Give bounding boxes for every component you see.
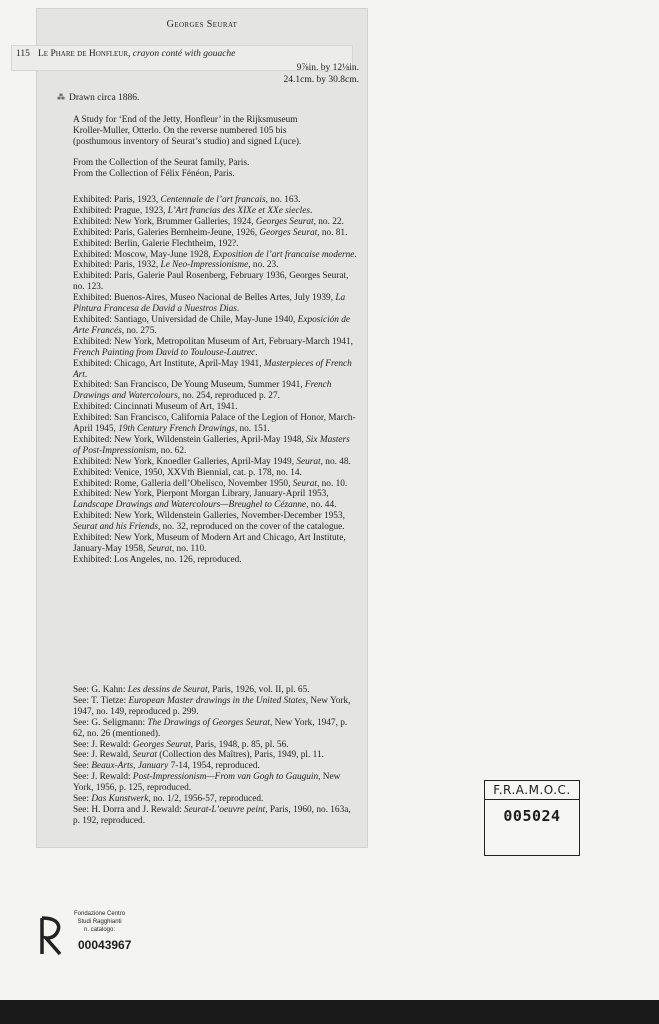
- exhibition-entry-part: , no. 62.: [156, 445, 187, 456]
- literature-entry-part: European Master drawings in the United States: [128, 695, 306, 706]
- exhibition-entry-part: Georges Seurat: [255, 216, 314, 227]
- foundation-text: [74, 910, 125, 934]
- literature-entry-part: , New York, 1947, p. 62, no. 26 (mentioned).: [73, 717, 348, 739]
- exhibition-entry-part: Georges Seurat: [259, 227, 318, 238]
- literature-entry-part: , Paris, 1926, vol. II, pl. 65.: [207, 685, 310, 695]
- literature-entry-part: See: G. Kahn:: [73, 685, 128, 695]
- exhibition-entry-part: Exhibited: Prague, 1923,: [73, 205, 168, 216]
- exhibition-entry-part: Exhibited: Los Angeles, no. 126, reproduced.: [73, 554, 242, 565]
- exhibition-entry-part: , no. 23.: [248, 260, 279, 271]
- asterism-icon: ⁂: [57, 93, 65, 102]
- exhibition-entry: [73, 457, 359, 468]
- foundation-logo-icon: [40, 914, 66, 958]
- exhibition-entry-part: .: [84, 369, 88, 380]
- exhibition-entry: [73, 315, 359, 337]
- literature-entry-part: Les dessins de Seurat: [127, 685, 208, 695]
- literature-entry-part: See:: [73, 761, 92, 772]
- exhibition-entry: [73, 293, 359, 315]
- stamp-label: F.R.A.M.O.C.: [485, 781, 579, 800]
- exhibition-entry: [73, 380, 359, 402]
- stamp-number: 005024: [503, 807, 561, 825]
- exhibition-entry-part: , no. 254, reproduced p. 27.: [177, 391, 280, 402]
- literature-entry: [73, 794, 359, 805]
- exhibition-entry: [73, 511, 359, 533]
- dimensions-inches: 9⅞in. by 12⅛in.: [296, 63, 359, 73]
- exhibition-entry: [73, 479, 359, 490]
- literature-entry: [73, 750, 359, 761]
- literature-entry-part: , Paris, 1960, no. 163a, p. 192, reproduced.: [73, 804, 351, 826]
- provenance-line: From the Collection of the Seurat family, Paris.: [73, 157, 250, 168]
- literature-entry: [73, 761, 359, 772]
- description-block: [73, 115, 359, 180]
- foundation-catalogue-number: 00043967: [78, 938, 132, 952]
- description-line: Kroller-Muller, Otterlo. On the reverse numbered 105 bis: [73, 125, 287, 136]
- literature-entry-part: Das Kunstwerk: [91, 794, 149, 805]
- exhibition-entry: [73, 239, 359, 250]
- literature-entry-part: Post-Impressionism—From van Gogh to Gauguin: [132, 772, 319, 783]
- literature-entry: [73, 685, 359, 696]
- catalogue-number: 115: [16, 49, 30, 59]
- literature-entry-part: See: J. Rewald,: [73, 750, 133, 761]
- literature-entry: [73, 696, 359, 718]
- exhibition-entry-part: Le Neo-Impressionisme: [160, 260, 249, 271]
- title-medium: crayon conté with gouache: [132, 49, 236, 59]
- catalogue-clipping: [16, 8, 368, 848]
- literature-entry-part: The Drawings of Georges Seurat: [147, 717, 270, 728]
- dimensions-cm: 24.1cm. by 30.8cm.: [283, 75, 359, 85]
- exhibition-entry: [73, 250, 359, 261]
- framoc-stamp: [484, 780, 580, 856]
- scanner-edge: [0, 1000, 659, 1024]
- exhibition-entry-part: Exhibited: Chicago, Art Institute, April-May 1941,: [73, 358, 264, 369]
- exhibition-entry-part: Exhibited: New York, Wildenstein Galleries, April-May 1948,: [73, 434, 307, 445]
- literature-entry-part: Seurat-L’oeuvre peint: [184, 804, 266, 815]
- exhibition-list: [73, 195, 359, 566]
- exhibition-entry-part: Exposition de l’art francaise moderne: [212, 249, 355, 260]
- exhibition-entry-part: .: [236, 304, 240, 315]
- literature-entry-part: See: T. Tietze:: [73, 695, 129, 706]
- exhibition-entry-part: Exhibited: New York, Pierpont Morgan Library, January-April 1953,: [73, 489, 329, 500]
- dimensions: [284, 62, 359, 86]
- literature-list: [73, 685, 359, 827]
- literature-entry-part: , New York, 1956, p. 125, reproduced.: [73, 772, 341, 794]
- exhibition-entry: [73, 206, 359, 217]
- exhibition-entry-part: , no. 44.: [306, 500, 337, 511]
- exhibition-entry: [73, 533, 359, 555]
- exhibition-entry-part: Exhibited: Cincinnati Museum of Art, 1941.: [73, 402, 238, 413]
- literature-entry-part: See:: [73, 794, 92, 805]
- exhibition-entry-part: , no. 22.: [313, 216, 344, 227]
- exhibition-entry-part: Centennale de l’art francais: [160, 195, 266, 205]
- exhibition-entry-part: Exhibited: New York, Brummer Galleries, 1924,: [73, 216, 256, 227]
- exhibition-entry: [73, 359, 359, 381]
- exhibition-entry: [73, 489, 359, 511]
- exhibition-entry-part: Exhibited: New York, Metropolitan Museum of Art, February-March 1941,: [73, 336, 353, 347]
- exhibition-entry-part: .: [354, 249, 357, 260]
- exhibition-entry-part: 19th Century French Drawings: [118, 424, 235, 435]
- exhibition-entry-part: L’Art francias des XIXe et XXe siecles: [167, 205, 310, 216]
- description-line: (posthumous inventory of Seurat’s studio) and signed L(uce).: [73, 136, 302, 147]
- exhibition-entry: [73, 337, 359, 359]
- literature-entry-part: Beaux-Arts, January: [91, 761, 169, 772]
- literature-entry: [73, 718, 359, 740]
- exhibition-entry-part: Exhibited: Berlin, Galerie Flechtheim, 192?.: [73, 238, 239, 249]
- exhibition-entry-part: , no. 81.: [317, 227, 348, 238]
- exhibition-entry-part: .: [255, 347, 258, 358]
- foundation-label: [40, 910, 150, 962]
- exhibition-entry-part: Seurat: [147, 544, 172, 554]
- exhibition-entry-part: , no. 151.: [234, 424, 270, 435]
- exhibition-entry-part: Exhibited: Paris, Galeries Bernheim-Jeune, 1926,: [73, 227, 260, 238]
- literature-entry-part: , New York, 1947, no. 149, reproduced p. 299.: [73, 695, 351, 717]
- exhibition-entry: [73, 260, 359, 271]
- literature-entry-part: Georges Seurat: [132, 739, 191, 750]
- exhibition-entry-part: , no. 32, reproduced on the cover of the catalogue.: [157, 522, 345, 533]
- exhibition-entry-part: Landscape Drawings and Watercolours—Breughel to Cézanne: [73, 500, 307, 511]
- exhibition-entry-part: , no. 163.: [265, 195, 301, 205]
- foundation-line: n. catalogo:: [84, 927, 116, 933]
- exhibition-entry-part: Exhibited: Buenos-Aires, Museo Nacional de Belles Artes, July 1939,: [73, 293, 336, 304]
- exhibition-entry-part: , no. 48.: [320, 456, 351, 467]
- exhibition-entry-part: Exhibited: San Francisco, De Young Museum, Summer 1941,: [73, 380, 305, 391]
- exhibition-entry: [73, 468, 359, 479]
- provenance-line: From the Collection of Félix Fénéon, Paris.: [73, 168, 235, 179]
- exhibition-entry-part: Exhibited: San Francisco, California Palace of the Legion of Honor, March-April 1945,: [73, 413, 356, 435]
- literature-entry-part: See: J. Rewald:: [73, 772, 133, 783]
- exhibition-entry: [73, 271, 359, 293]
- exhibition-entry: [73, 195, 359, 206]
- running-header: Georges Seurat: [166, 19, 238, 30]
- exhibition-entry-part: Exhibited: Moscow, May-June 1928,: [73, 249, 213, 260]
- exhibition-entry-part: Exhibited: Paris, 1932,: [73, 260, 161, 271]
- title-name: Le Phare de Honfleur,: [38, 49, 131, 59]
- foundation-line: Studi Ragghianti: [77, 919, 122, 925]
- exhibition-entry-part: Seurat: [292, 478, 317, 489]
- exhibition-entry-part: , no. 110.: [171, 544, 207, 554]
- exhibition-entry: [73, 217, 359, 228]
- exhibition-entry: [73, 413, 359, 435]
- literature-entry: [73, 772, 359, 794]
- exhibition-entry-part: French Drawings and Watercolours: [73, 380, 332, 402]
- exhibition-entry-part: Masterpieces of French Art: [73, 358, 352, 380]
- drawn-date: [57, 93, 139, 103]
- literature-entry-part: See: J. Rewald:: [73, 739, 133, 750]
- literature-entry-part: 7-14, 1954, reproduced.: [168, 761, 260, 772]
- exhibition-entry: [73, 555, 359, 566]
- exhibition-entry-part: Exhibited: New York, Wildenstein Galleries, November-December 1953,: [73, 511, 345, 522]
- exhibition-entry-part: Exhibited: Santiago, Universidad de Chile, May-June 1940,: [73, 314, 298, 325]
- literature-entry-part: See: H. Dorra and J. Rewald:: [73, 804, 185, 815]
- exhibition-entry-part: Exhibited: Rome, Galleria dell’Obelisco, November 1950,: [73, 478, 293, 489]
- description-line: A Study for ‘End of the Jetty, Honfleur’ in the Rijksmuseum: [73, 115, 298, 125]
- literature-entry-part: (Collection des Maîtres), Paris, 1949, pl. 11.: [156, 750, 324, 761]
- exhibition-entry-part: La Pintura Francesa de David a Nuestros Dias: [73, 293, 346, 315]
- exhibition-entry-part: Seurat and his Friends: [73, 522, 158, 533]
- exhibition-entry-part: Exhibited: Paris, 1923,: [73, 195, 161, 205]
- literature-entry-part: , no. 1/2, 1956-57, reproduced.: [148, 794, 264, 805]
- literature-entry: [73, 740, 359, 751]
- exhibition-entry-part: .: [309, 205, 313, 216]
- literature-entry-part: Seurat: [132, 750, 157, 761]
- exhibition-entry-part: French Painting from David to Toulouse-Lautrec: [73, 347, 256, 358]
- lot-title: [38, 49, 235, 59]
- literature-entry: [73, 805, 359, 827]
- exhibition-entry: [73, 228, 359, 239]
- exhibition-entry: [73, 402, 359, 413]
- exhibition-entry: [73, 435, 359, 457]
- literature-entry-part: See: G. Seligmann:: [73, 717, 148, 728]
- exhibition-entry-part: Exhibited: New York, Knoedler Galleries, April-May 1949,: [73, 456, 297, 467]
- exhibition-entry-part: Exhibited: Paris, Galerie Paul Rosenberg, February 1936, Georges Seurat, no. 123.: [73, 271, 349, 293]
- drawn-text: Drawn circa 1886.: [69, 93, 140, 103]
- exhibition-entry-part: Exhibited: New York, Museum of Modern Art and Chicago, Art Institute, January-May 1958,: [73, 533, 346, 554]
- exhibition-entry-part: Exposición de Arte Francés: [73, 314, 351, 336]
- literature-entry-part: , Paris, 1948, p. 85, pl. 56.: [190, 739, 289, 750]
- exhibition-entry-part: Six Masters of Post-Impressionism: [73, 434, 350, 456]
- exhibition-entry-part: , no. 10.: [317, 478, 348, 489]
- exhibition-entry-part: Seurat: [296, 456, 321, 467]
- foundation-line: Fondazione Centro: [74, 911, 126, 917]
- exhibition-entry-part: , no. 275.: [121, 325, 157, 336]
- exhibition-entry-part: Exhibited: Venice, 1950, XXVth Biennial, cat. p. 178, no. 14.: [73, 467, 302, 478]
